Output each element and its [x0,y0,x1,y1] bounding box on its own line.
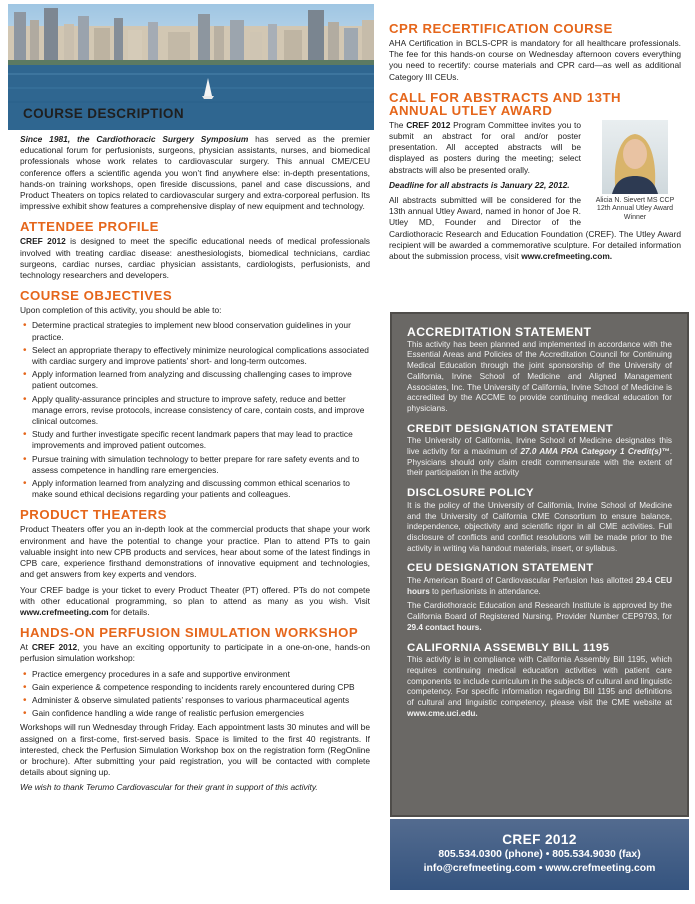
left-column [20,134,370,798]
description-body: has served as the premier educational forum for perfusionists, surgeons, physician assistants, nurses, and biomedical professionals whose work relates to cardiovascular surgery. This annual CME/CEU conference offers a scientific agenda you won’t find anywhere else: in-depth presentations, hands-on training workshops, open fireside discussions, panel and case discussions, and Product Theaters on topics related to cardiovascular surgery and extra-corporeal perfusion. Its impressive exhibit show features a comprehensive display of new equipment and technology. [20,134,370,212]
list-item: • Gain confidence handling a wide range of realistic perfusion emergencies [20,708,370,719]
list-item: • Practice emergency procedures in a safe and supportive environment [20,669,370,680]
list-item: • Pursue training with simulation technology to better prepare for rare safety events and to assess competence in handling rare emergencies. [20,454,370,476]
list-item: • Gain experience & competence responding to incidents rarely encountered during CPB [20,682,370,693]
workshop-details: Workshops will run Wednesday through Friday. Each appointment lasts 30 minutes and will be assigned on a first-come, first-served basis. Space is limited to the first 40 registrants. If interested, check the Perfusion Simulation Workshop box on the registration form (RegOnline or brochure). After submitting your paid registration, you will be contacted with complete details about signing up. [20,722,370,778]
cpr-text: AHA Certification in BCLS-CPR is mandatory for all healthcare professionals. The fee for this hands-on course on Wednesday afternoon covers everything you need to recertify: course materials and CPR card—as well as additional Category III CEUs. [389,38,681,82]
abstracts-deadline: Deadline for all abstracts is January 22, 2012. [389,179,570,190]
credit-a: The University of California, Irvine School of Medicine designates this live activity for a maximum of [407,436,672,457]
workshop-intro-c: , you have an exciting opportunity to participate in a one-on-one, hands-on perfusion simulation workshop: [20,642,370,664]
list-item: • Determine practical strategies to implement new blood conservation guidelines in your practice. [20,320,370,342]
course-objectives-heading: COURSE OBJECTIVES [20,288,173,304]
crefmeeting-link[interactable]: www.crefmeeting.com. [521,251,613,262]
product-theaters-heading: PRODUCT THEATERS [20,507,167,523]
objectives-list [20,320,370,500]
product-theaters-text: Product Theaters offer you an in-depth look at the commercial products that shape your work environment and have the potential to change your practice. Plan to attend PTs to gain valuable insight into new CPB products and services, hear about some of the latest findings in CPB care, experience firsthand demonstrations of innovative equipment and technologies, and get answers from key experts and vendors. [20,524,370,580]
cpr-heading: CPR RECERTIFICATION COURSE [389,21,613,36]
ceu-p2-b: 29.4 contact hours. [407,622,482,632]
city-skyline-image [8,4,374,130]
award-winner-photo [602,120,668,194]
utley-body: All abstracts submitted will be considered for the 13th annual Utley Award, named in honor of Joe R. Utley MD, Founder and Director of the Cardiothoracic Research and Education Foundation (CREF). The Utley Award recipient will be awarded a commemorative sculpture. For detailed information about the submission process, visit [389,195,681,262]
assembly-a: This activity is in compliance with California Assembly Bill 1195, which requires continuing medical education activities with patient care components to include curriculum in the subjects of cultural and linguistic competency. For specific information regarding Bill 1195 and definitions of cultural and linguistic competency, please visit the CME website at [407,655,672,708]
list-item: • Apply information learned from analyzing and discussing challenging cases to improve patient outcomes. [20,369,370,391]
workshop-intro [20,642,370,664]
workshop-thanks: We wish to thank Terumo Cardiovascular for their grant in support of this activity. [20,782,318,793]
list-item: • Apply information learned from analyzing and discussing common ethical scenarios to make sound ethical decisions regarding your patients and colleagues. [20,478,370,500]
list-item: • Select an appropriate therapy to effectively minimize neurological complications associated with cardiac surgery and improve patients’ short- and long-term outcomes. [20,345,370,367]
attendee-lead: CREF 2012 [20,236,66,247]
ceu-p2-a: The Cardiothoracic Education and Research Institute is approved by the California Board of Registered Nursing, Provider Number CEP9793, for [407,601,672,622]
accreditation-heading: ACCREDITATION STATEMENT [407,325,592,339]
assembly-bill-text [407,655,672,719]
accreditation-text: This activity has been planned and implemented in accordance with the Essential Areas and Policies of the Accreditation Council for Continuing Medical Education through the joint sponsorship of the University of California, Irvine School of Medicine and Aligned Management Associates, Inc. The University of California, Irvine School of Medicine is accredited by the ACCME to provide continuing medical education for physicians. [407,339,672,413]
list-item: • Apply quality-assurance principles and structure to improve safety, reduce and better manage errors, revise protocols, increase consistency of care, contain costs, and improve clinical outcomes. [20,394,370,428]
footer-contact[interactable]: info@crefmeeting.com • www.crefmeeting.com [423,863,656,874]
abstracts-p1-b: CREF 2012 [406,119,451,130]
crefmeeting-link[interactable]: www.crefmeeting.com [20,606,109,617]
attendee-body: is designed to meet the specific educational needs of medical professionals involved with treating cardiac disease: anesthesiologists, biomedical technicians, cardiac surgeons, cardiac nurses, cardiac physician assistants, cardiologists, perfusionists, and technology researchers and developers. [20,236,370,281]
list-item: • Study and further investigate specific recent landmark papers that may lead to practice improvements and improved patient outcomes. [20,429,370,451]
disclosure-text: It is the policy of the University of California, Irvine School of Medicine and the University of California CME Consortium to ensure balance, independence, objectivity and scientific rigor in all CME activities. Full disclosure of conflicts and conflict resolutions will be made prior to the activity in writing via handout materials, insert, or syllabus. [407,500,672,553]
workshop-list [20,669,370,720]
ceu-heading: CEU DESIGNATION STATEMENT [407,562,594,575]
theaters-p2: Your CREF badge is your ticket to every Product Theater (PT) offered. PTs do not compete with other educational programming, so plan to attend as many as you wish. Visit [20,584,370,606]
course-description-text [20,134,370,212]
cme-website-link[interactable]: www.cme.uci.edu. [407,708,478,718]
portrait-illustration [602,120,668,194]
ceu-p1-c: to perfusionists in attendance. [429,586,541,596]
abstracts-heading: CALL FOR ABSTRACTS AND 13TH ANNUAL UTLEY AWARD [389,89,622,118]
abstracts-p1-c: Program Committee invites you to submit an abstract for oral and/or poster presentation. All accepted abstracts will be displayed as posters during the meeting; select abstracts will also be presented orally. [389,119,581,175]
footer-title: CREF 2012 [502,832,577,847]
attendee-profile-heading: ATTENDEE PROFILE [20,219,159,235]
attendee-profile-text [20,236,370,281]
credit-designation-text [407,436,672,479]
list-item: • Administer & observe simulated patients’ responses to various pharmaceutical agents [20,695,370,706]
disclosure-heading: DISCLOSURE POLICY [407,487,535,500]
product-theaters-badge-text [20,585,370,619]
workshop-heading: HANDS-ON PERFUSION SIMULATION WORKSHOP [20,625,359,641]
accreditation-box [390,312,689,817]
assembly-bill-heading: CALIFORNIA ASSEMBLY BILL 1195 [407,641,610,654]
ceu-p1-a: The American Board of Cardiovascular Perfusion has allotted [407,576,636,586]
course-description-heading: COURSE DESCRIPTION [23,106,184,121]
description-lead: Since 1981, the Cardiothoracic Surgery Symposium [20,134,249,144]
credit-b: 27.0 AMA PRA Category 1 Credit(s)™ [520,447,670,457]
nursing-text [407,601,672,633]
right-column [389,22,681,266]
theaters-p2-end: for details. [108,606,150,617]
workshop-intro-b: CREF 2012 [31,642,78,653]
workshop-intro-a: At [20,642,32,653]
contact-footer [390,819,689,890]
ceu-text [407,576,672,597]
credit-designation-heading: CREDIT DESIGNATION STATEMENT [407,422,614,435]
award-winner-caption: Alicia N. Sievert MS CCP 12th Annual Utley Award Winner [595,196,675,221]
credit-c: . Physicians should only claim credit commensurate with the extent of their participation in the activity [407,447,672,478]
abstracts-p1-a: The [389,119,407,130]
footer-phones: 805.534.0300 (phone) • 805.534.9030 (fax) [438,849,641,860]
objectives-intro: Upon completion of this activity, you should be able to: [20,305,222,316]
award-winner-photo-block [589,120,681,223]
ceu-p1-b: 29.4 CEU hours [407,576,672,596]
